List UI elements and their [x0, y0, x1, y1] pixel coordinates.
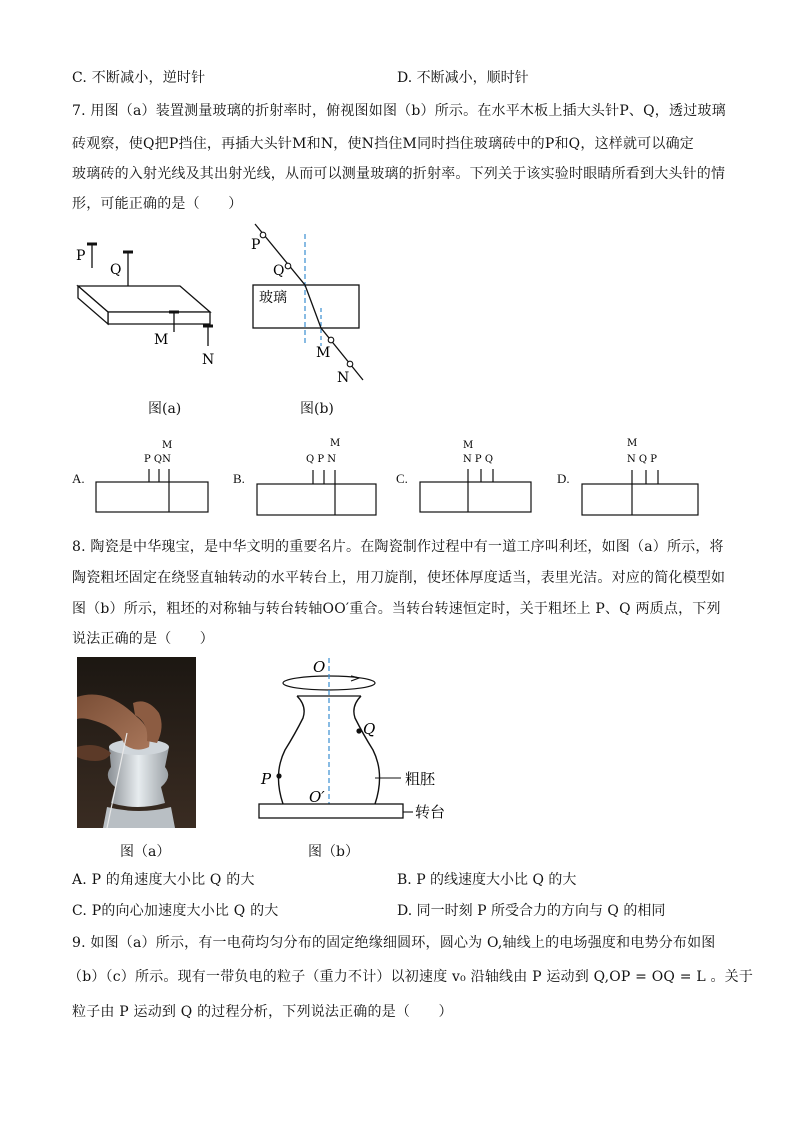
- label-o-prime: O′: [309, 788, 325, 806]
- top-label: M: [463, 440, 474, 451]
- top-label: M: [627, 438, 638, 449]
- label-turntable: 转台: [415, 803, 446, 821]
- top-label: M: [162, 440, 173, 451]
- q7-stem-line-3: 玻璃砖的入射光线及其出射光线，从而可以测量玻璃的折射率。下列关于该实验时眼睛所看到大头针的情: [72, 166, 726, 182]
- label-o: O: [313, 658, 326, 676]
- q8-figure-b: [255, 654, 465, 826]
- q8-option-d[interactable]: D. 同一时刻 P 所受合力的方向与 Q 的相同: [397, 903, 666, 919]
- q7-option-a-label[interactable]: A.: [72, 471, 85, 486]
- q8-option-b[interactable]: B. P 的线速度大小比 Q 的大: [397, 872, 577, 888]
- turntable: [259, 804, 403, 818]
- label-n: N: [337, 370, 350, 386]
- point-p: [276, 773, 281, 778]
- q6-option-d: D. 不断减小，顺时针: [397, 70, 529, 86]
- q6-option-c: C. 不断减小，逆时针: [72, 70, 206, 86]
- q8-photo-pottery: [77, 657, 196, 828]
- bottom-labels: Q P N: [306, 454, 337, 465]
- q9-stem-line-2: （b）（c）所示。现有一带负电的粒子（重力不计）以初速度 v₀ 沿轴线由 P 运动到 Q,OP = OQ = L 。关于: [68, 969, 754, 985]
- q7-option-d-label[interactable]: D.: [557, 471, 570, 486]
- q8-stem-line-4: 说法正确的是（ ）: [72, 631, 214, 647]
- vase-right-profile: [354, 696, 380, 804]
- q8-option-c[interactable]: C. P的向心加速度大小比 Q 的大: [72, 903, 279, 919]
- q8-fig-a-caption: 图（a）: [120, 844, 171, 860]
- q7-option-b-label[interactable]: B.: [233, 471, 245, 486]
- label-q: Q: [273, 263, 285, 279]
- q9-stem-line-3: 粒子由 P 运动到 Q 的过程分析，下列说法正确的是（ ）: [72, 1004, 453, 1020]
- q7-stem-line-2: 砖观察，使Q把P挡住，再插大头针M和N，使N挡住M同时挡住玻璃砖中的P和Q，这样就可以确定: [72, 136, 694, 152]
- q7-option-d-diagram[interactable]: [580, 436, 702, 518]
- q7-option-c-label[interactable]: C.: [396, 471, 408, 486]
- q7-fig-a-caption: 图(a): [148, 401, 182, 417]
- top-label: M: [330, 438, 341, 449]
- q8-stem-line-2: 陶瓷粗坯固定在绕竖直轴转动的水平转台上，用刀旋削，使坯体厚度适当，表里光洁。对应的简化模型如: [72, 570, 726, 586]
- pottery-photo-illustration: [77, 657, 196, 828]
- q7-fig-b-caption: 图(b): [300, 401, 334, 417]
- vase-left-profile: [278, 696, 304, 804]
- q8-stem-line-1: 8. 陶瓷是中华瑰宝，是中华文明的重要名片。在陶瓷制作过程中有一道工序叫利坯，如图（a）所示，将: [72, 539, 724, 555]
- q7-option-c-diagram[interactable]: [418, 436, 534, 516]
- label-n: N: [202, 352, 215, 368]
- q9-stem-line-1: 9. 如图（a）所示，有一电荷均匀分布的固定绝缘细圆环，圆心为 O,轴线上的电场强度和电势分布如图: [72, 935, 716, 951]
- bottom-labels: N Q P: [627, 454, 658, 465]
- label-m: M: [316, 345, 331, 361]
- glass-label: 玻璃: [259, 290, 287, 306]
- glass-block-front: [108, 312, 210, 324]
- label-blank: 粗胚: [405, 770, 436, 788]
- q7-option-a-diagram[interactable]: [94, 436, 210, 516]
- q7-stem-line-1: 7. 用图（a）装置测量玻璃的折射率时，俯视图如图（b）所示。在水平木板上插大头针P、Q，透过玻璃: [72, 103, 726, 119]
- label-p: P: [76, 248, 86, 264]
- pin-p-dot: [260, 232, 266, 238]
- label-q: Q: [363, 720, 376, 738]
- q8-option-a[interactable]: A. P 的角速度大小比 Q 的大: [72, 872, 255, 888]
- pin-m-dot: [328, 337, 334, 343]
- q7-figure-a: [70, 232, 230, 372]
- bottom-labels: P QN: [144, 454, 171, 465]
- pin-n-dot: [347, 361, 353, 367]
- label-q: Q: [110, 262, 122, 278]
- q7-stem-line-4: 形，可能正确的是（ ）: [72, 196, 243, 212]
- q7-option-b-diagram[interactable]: [255, 436, 379, 518]
- bottom-labels: N P Q: [463, 454, 494, 465]
- q8-fig-b-caption: 图（b）: [308, 844, 359, 860]
- label-m: M: [154, 332, 169, 348]
- q7-figure-b: [245, 222, 375, 392]
- point-q: [356, 728, 361, 733]
- label-p: P: [251, 237, 261, 253]
- q8-stem-line-3: 图（b）所示，粗坯的对称轴与转台转轴OO′重合。当转台转速恒定时，关于粗坯上 P、Q 两质点，下列: [72, 601, 721, 617]
- label-p: P: [261, 770, 272, 788]
- pin-q-dot: [285, 263, 291, 269]
